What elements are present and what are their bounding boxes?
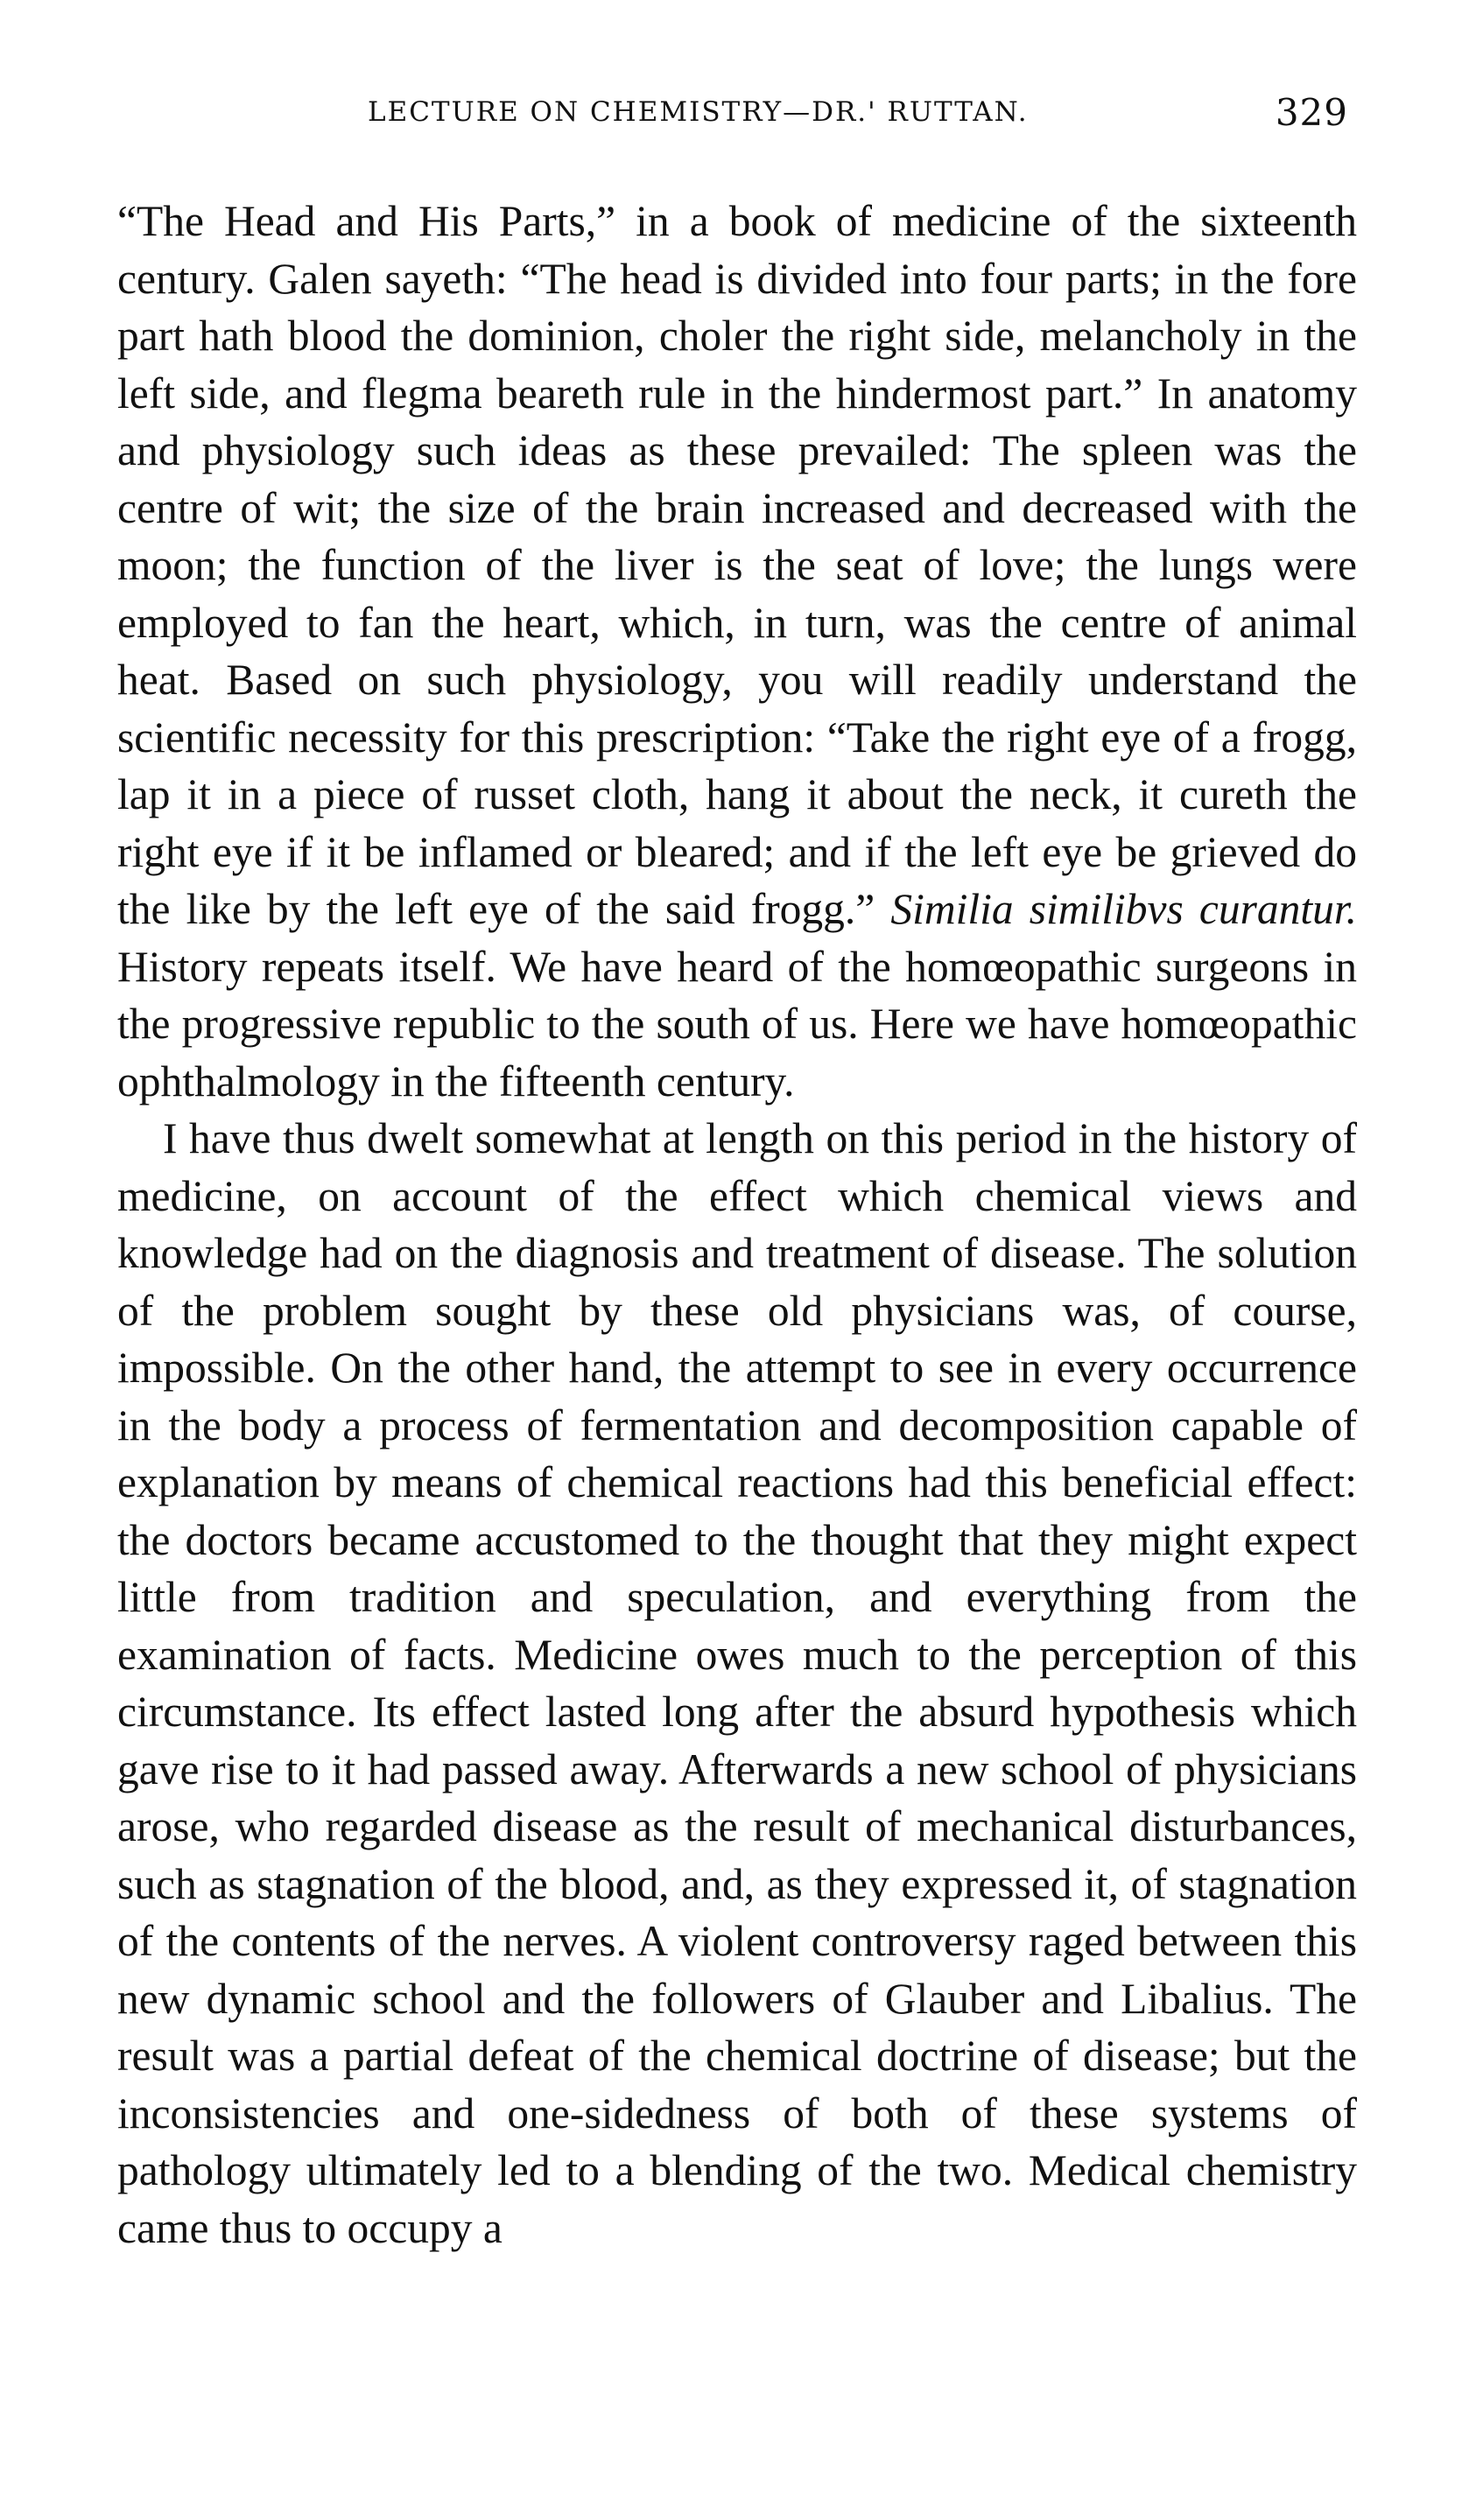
paragraph (117, 193, 1357, 1110)
body-text (117, 193, 1357, 2257)
paragraph-text: “The Head and His Parts,” in a book of medicine of the sixteenth century. Galen sayeth: “The head is divided into four parts; in the fore part hath blood the dominion, choler the right side, melancholy in the left side, and flegma beareth rule in the hindermost part.” In anatomy and physiology such ideas as these prevailed: The spleen was the centre of wit; the size of the brain increased and decreased with the moon; the function of the liver is the seat of love; the lungs were employed to fan the heart, which, in turn, was the centre of animal heat. Based on such physiology, you will readily understand the scientific necessity for this prescription: “Take the right eye of a frogg, lap it in a piece of russet cloth, hang it about the neck, it cureth the right eye if it be inflamed or bleared; and if the left eye be grieved do the like by the left eye of the said frogg.” (117, 197, 1357, 933)
page-number: 329 (1275, 91, 1348, 134)
paragraph: I have thus dwelt somewhat at length on this period in the history of medicine, on account of the effect which chemical views and knowledge had on the diagnosis and treatment of disease. The solution of the problem sought by these old physicians was, of course, impossible. On the other hand, the attempt to see in every occurrence in the body a process of fermentation and decomposition capable of explanation by means of chemical reactions had this beneficial effect: the doctors became accustomed to the thought that they might expect little from tradition and speculation, and everything from the examination of facts. Medicine owes much to the perception of this circumstance. Its effect lasted long after the absurd hypothesis which gave rise to it had passed away. Afterwards a new school of physicians arose, who regarded disease as the result of mechanical disturbances, such as stagnation of the blood, and, as they expressed it, of stagnation of the contents of the nerves. A violent controversy raged between this new dynamic school and the followers of Glauber and Libalius. The result was a partial defeat of the chemical doctrine of disease; but the inconsistencies and one-sidedness of both of these systems of pathology ultimately led to a blending of the two. Medical chemistry came thus to occupy a (117, 1114, 1357, 2252)
paragraph-text: History repeats itself. We have heard of the homœopathic surgeons in the progressive republic to the south of us. Here we have homœopathic ophthalmology in the fifteenth century. (117, 942, 1357, 1106)
running-title: LECTURE ON CHEMISTRY—DR.' RUTTAN. (368, 96, 1029, 128)
page-header (123, 91, 1392, 149)
latin-maxim: Similia similibvs curantur. (890, 885, 1358, 933)
